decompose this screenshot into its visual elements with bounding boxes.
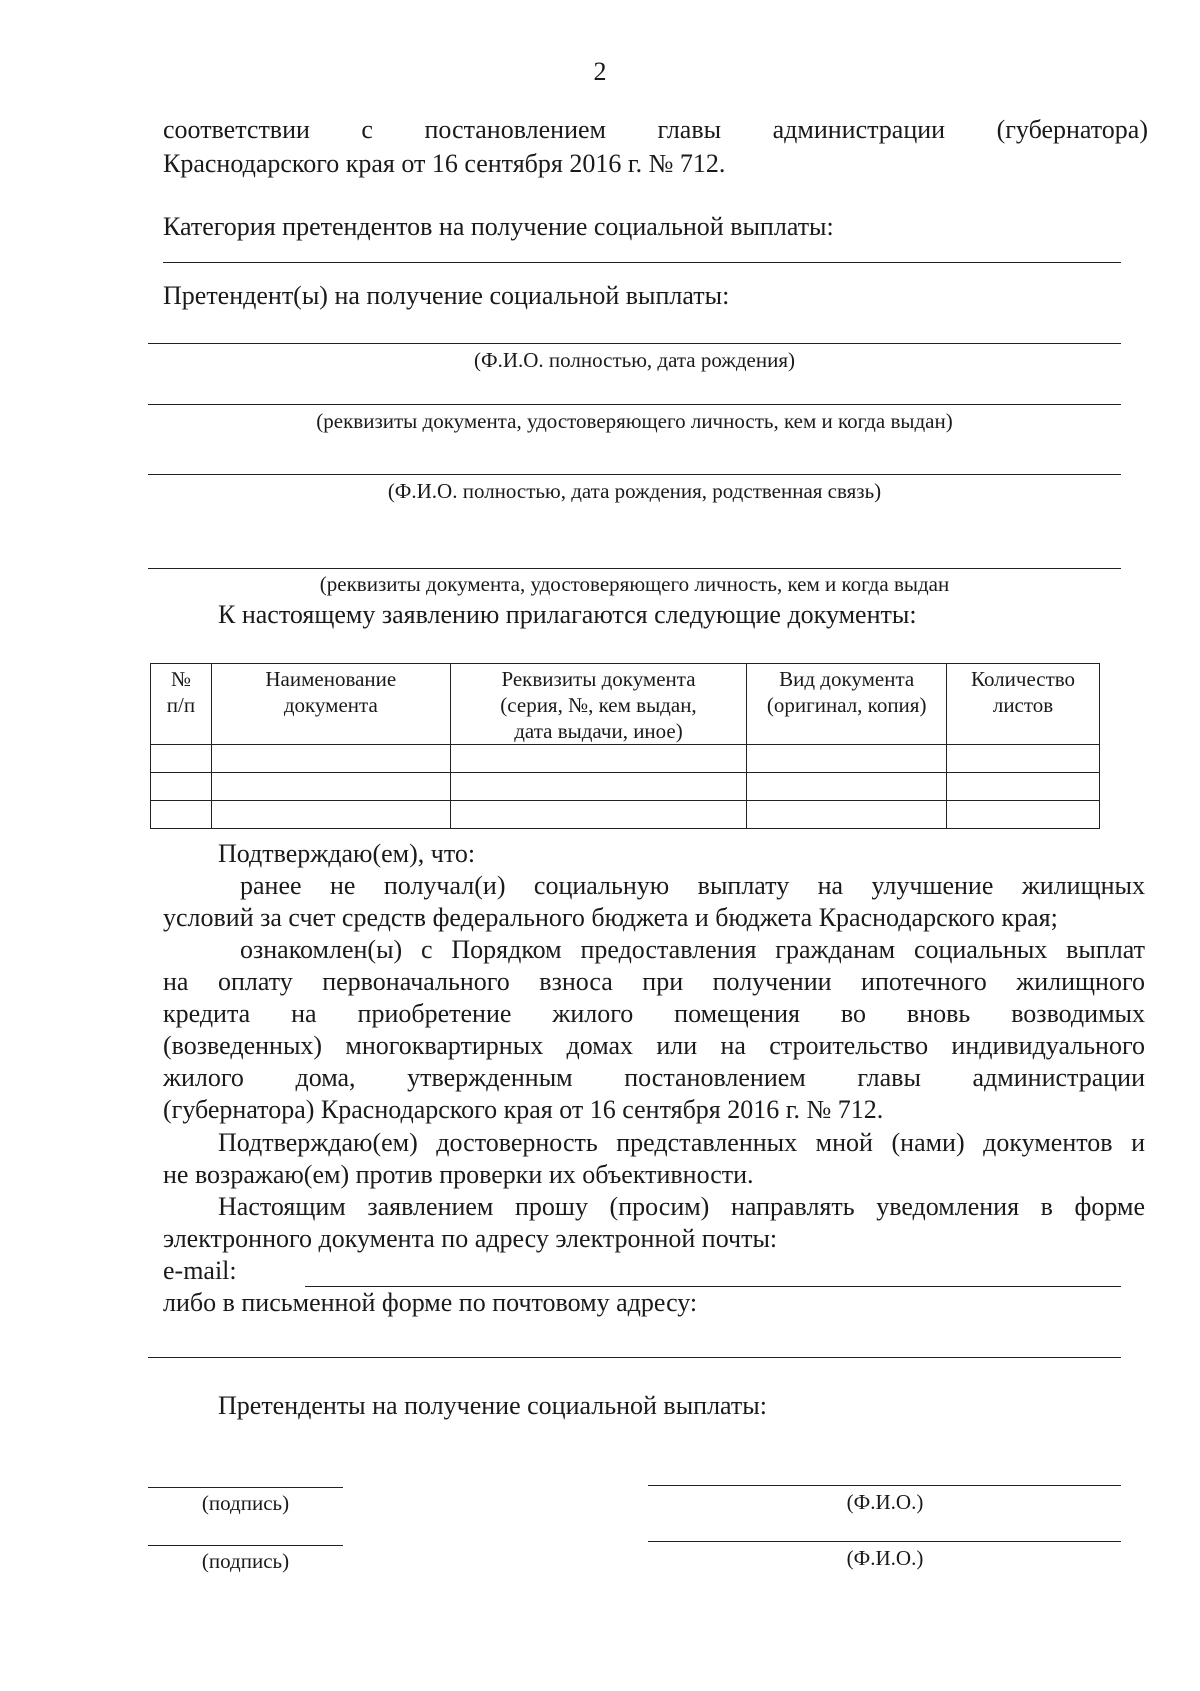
- header-text-line: №: [170, 667, 191, 691]
- table-cell[interactable]: [211, 773, 450, 801]
- id-document-2-caption: (реквизиты документа, удостоверяющего личность, кем и когда выдан: [319, 572, 950, 596]
- header-document-details: [450, 664, 747, 745]
- fio-line-2[interactable]: [648, 1541, 1121, 1542]
- header-text-line: Вид документа: [779, 667, 915, 691]
- fio-birth-field-line[interactable]: [148, 343, 1121, 344]
- confirm-heading: Подтверждаю(ем), что:: [218, 839, 476, 868]
- confirm-p4-line-2: электронного документа по адресу электронной почты:: [163, 1224, 778, 1253]
- header-sheet-count: [947, 664, 1100, 745]
- intro-line-2: Краснодарского края от 16 сентября 2016 г. № 712.: [163, 149, 726, 178]
- table-header-row: [151, 664, 1100, 745]
- header-text-line: Количество: [970, 667, 1076, 691]
- confirm-p1-line-2: условий за счет средств федерального бюджета и бюджета Краснодарского края;: [163, 903, 1058, 932]
- fio-birth-relation-field-line[interactable]: [148, 474, 1121, 475]
- table-cell[interactable]: [747, 801, 947, 829]
- id-document-1-caption: (реквизиты документа, удостоверяющего личность, кем и когда выдан): [316, 409, 953, 433]
- applicants-label: Претендент(ы) на получение социальной выплаты:: [163, 281, 730, 310]
- id-document-2-field-line[interactable]: [148, 568, 1121, 569]
- category-label: Категория претендентов на получение социальной выплаты:: [163, 212, 834, 241]
- header-text-line: п/п: [166, 693, 196, 717]
- fio-line-1[interactable]: [648, 1485, 1121, 1486]
- confirm-p2-line-1: ознакомлен(ы) с Порядком предоставления гражданам социальных выплат: [240, 935, 1145, 964]
- postal-address-label: либо в письменной форме по почтовому адресу:: [163, 1288, 698, 1317]
- fio-caption-1: (Ф.И.О.): [846, 1490, 924, 1514]
- table-cell[interactable]: [947, 745, 1100, 773]
- confirm-p2-line-4: (возведенных) многоквартирных домах или на строительство индивидуального: [163, 1031, 1145, 1060]
- table-cell[interactable]: [211, 745, 450, 773]
- table-cell[interactable]: [151, 745, 212, 773]
- header-document-type: [747, 664, 947, 745]
- header-text-line: Реквизиты документа: [501, 667, 696, 691]
- confirm-p2-line-6: (губернатора) Краснодарского края от 16 сентября 2016 г. № 712.: [163, 1095, 884, 1124]
- attachments-table: [150, 663, 1100, 829]
- confirm-p1-line-1: ранее не получал(и) социальную выплату на улучшение жилищных: [240, 871, 1145, 900]
- postal-address-field-line[interactable]: [148, 1357, 1121, 1358]
- fio-birth-relation-caption: (Ф.И.О. полностью, дата рождения, родственная связь): [387, 479, 882, 503]
- attachments-label: К настоящему заявлению прилагаются следующие документы:: [218, 600, 917, 629]
- signature-caption-1: (подпись): [201, 1491, 290, 1515]
- confirm-p3-line-2: не возражаю(ем) против проверки их объективности.: [163, 1160, 754, 1189]
- table-cell[interactable]: [151, 773, 212, 801]
- header-document-name: [211, 664, 450, 745]
- header-number: [151, 664, 212, 745]
- category-field-line[interactable]: [163, 262, 1121, 263]
- confirm-p4-line-1: Настоящим заявлением прошу (просим) направлять уведомления в форме: [218, 1192, 1145, 1221]
- header-text-line: (оригинал, копия): [766, 693, 927, 717]
- fio-birth-caption: (Ф.И.О. полностью, дата рождения): [474, 348, 795, 372]
- header-text-line: документа: [283, 693, 378, 717]
- header-text-line: дата выдачи, иное): [514, 719, 683, 743]
- table-cell[interactable]: [747, 745, 947, 773]
- table-cell[interactable]: [947, 801, 1100, 829]
- table-cell[interactable]: [947, 773, 1100, 801]
- header-text-line: листов: [992, 693, 1054, 717]
- header-text-line: Наименование: [265, 667, 397, 691]
- intro-line-1: соответствии с постановлением главы администрации (губернатора): [163, 115, 1148, 144]
- email-label: e-mail:: [163, 1256, 237, 1285]
- table-row: [151, 745, 1100, 773]
- table-row: [151, 801, 1100, 829]
- table-cell[interactable]: [450, 773, 747, 801]
- id-document-1-field-line[interactable]: [148, 404, 1121, 405]
- table-cell[interactable]: [747, 773, 947, 801]
- fio-caption-2: (Ф.И.О.): [846, 1546, 924, 1570]
- confirm-p2-line-2: на оплату первоначального взноса при получении ипотечного жилищного: [163, 967, 1145, 996]
- confirm-p2-line-3: кредита на приобретение жилого помещения во вновь возводимых: [163, 999, 1145, 1028]
- signature-line-1[interactable]: [148, 1487, 343, 1488]
- signatures-heading: Претенденты на получение социальной выплаты:: [218, 1391, 767, 1420]
- confirm-p3-line-1: Подтверждаю(ем) достоверность представленных мной (нами) документов и: [218, 1128, 1145, 1157]
- signature-line-2[interactable]: [148, 1545, 343, 1546]
- table-row: [151, 773, 1100, 801]
- table-cell[interactable]: [151, 801, 212, 829]
- table-cell[interactable]: [211, 801, 450, 829]
- signature-caption-2: (подпись): [201, 1549, 290, 1573]
- table-cell[interactable]: [450, 801, 747, 829]
- header-text-line: (серия, №, кем выдан,: [500, 693, 697, 717]
- confirm-p2-line-5: жилого дома, утвержденным постановлением главы администрации: [163, 1063, 1145, 1092]
- page-number: 2: [593, 57, 607, 86]
- table-cell[interactable]: [450, 745, 747, 773]
